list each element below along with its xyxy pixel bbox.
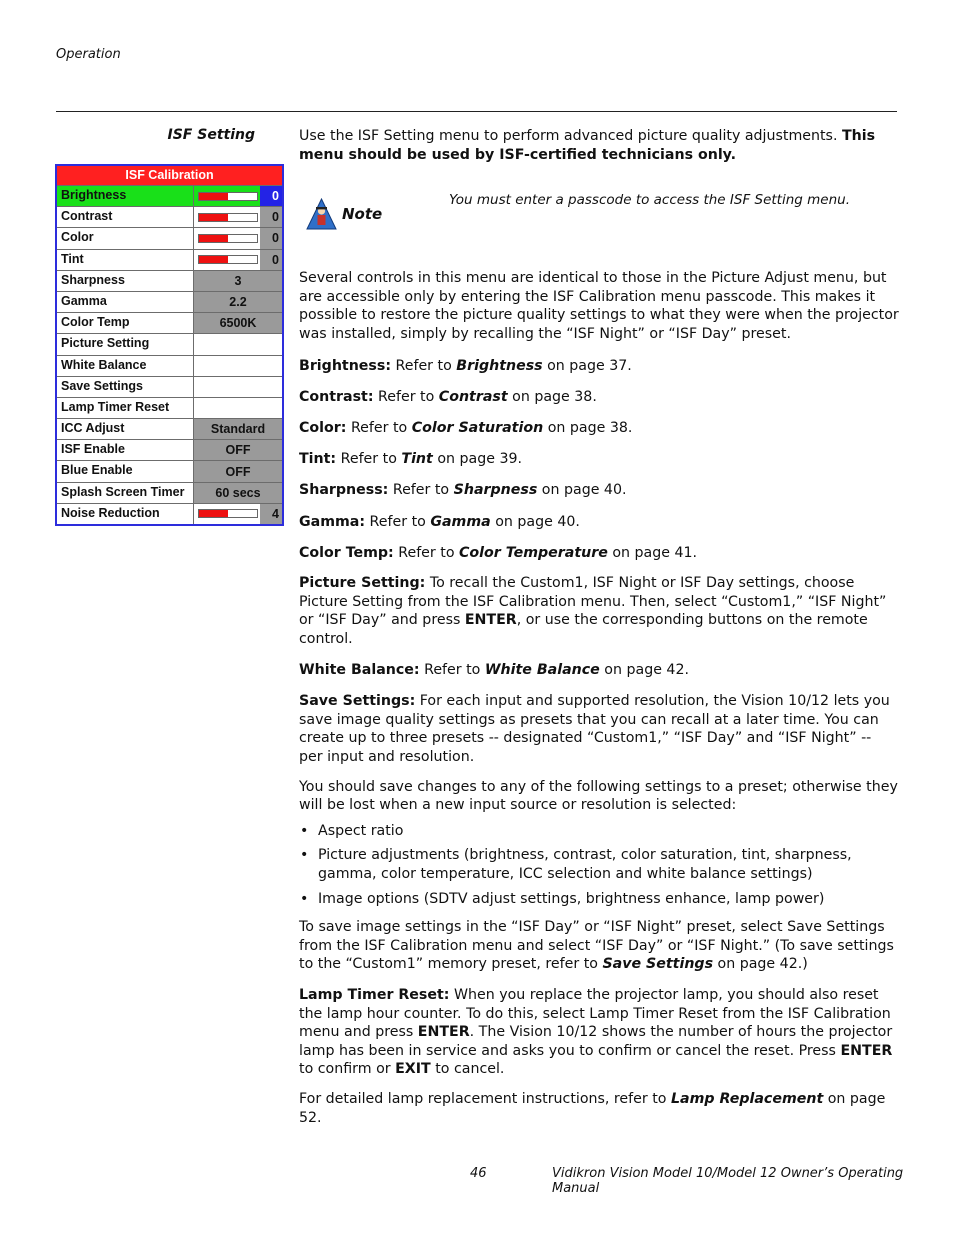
slider-fill <box>199 214 228 221</box>
menu-item-value <box>194 398 282 418</box>
menu-item-value <box>194 186 282 206</box>
slider-value: 0 <box>260 250 282 270</box>
section-title: ISF Setting <box>167 127 255 143</box>
menu-item-gamma[interactable] <box>57 291 282 312</box>
slider-fill <box>199 256 228 263</box>
running-header: Operation <box>56 47 121 62</box>
menu-item-label: White Balance <box>57 356 194 376</box>
menu-item-label: Contrast <box>57 207 194 227</box>
menu-item-splash-screen-timer[interactable] <box>57 482 282 503</box>
footer-title: Vidikron Vision Model 10/Model 12 Owner’s Operating Manual <box>552 1166 904 1196</box>
reference-list <box>299 357 899 563</box>
slider-bar[interactable] <box>198 234 258 243</box>
slider-value: 0 <box>260 228 282 248</box>
menu-item-label: Save Settings <box>57 377 194 397</box>
reference-item: Gamma: Refer to Gamma on page 40. <box>299 513 580 530</box>
reference-item: Sharpness: Refer to Sharpness on page 40. <box>299 482 627 499</box>
paragraph-save-howto: To save image settings in the “ISF Day” or “ISF Night” preset, select Save Settings from the ISF Calibration menu and select “ISF Day” or “ISF Night.” (To save settings to the “Custom1” memory preset, refer to Save Settings on page 42.) <box>299 919 894 973</box>
menu-item-value: OFF <box>194 461 282 481</box>
slider-bar[interactable] <box>198 255 258 264</box>
menu-item-value: OFF <box>194 440 282 460</box>
paragraph-overview: Several controls in this menu are identical to those in the Picture Adjust menu, but are accessible only by entering the ISF Calibration menu passcode. This makes it possible to restore the picture quality settings to what they were when the projector was installed, simply by recalling the “ISF Night” or “ISF Day” preset. <box>299 270 899 342</box>
reference-item: Tint: Refer to Tint on page 39. <box>299 451 523 468</box>
slider-value: 0 <box>260 207 282 227</box>
slider-value: 0 <box>260 186 282 206</box>
header-rule <box>56 111 897 112</box>
menu-item-value <box>194 250 282 270</box>
menu-item-brightness[interactable] <box>57 185 282 206</box>
menu-item-color-temp[interactable] <box>57 312 282 333</box>
menu-item-value <box>194 504 282 524</box>
menu-item-label: ICC Adjust <box>57 419 194 439</box>
menu-item-label: Blue Enable <box>57 461 194 481</box>
menu-item-white-balance[interactable] <box>57 355 282 376</box>
page-number: 46 <box>470 1166 487 1181</box>
menu-item-label: ISF Enable <box>57 440 194 460</box>
menu-title: ISF Calibration <box>57 164 282 185</box>
settings-bullet-list <box>299 822 899 908</box>
menu-item-value <box>194 207 282 227</box>
paragraph-save-settings: Save Settings: For each input and supported resolution, the Vision 10/12 lets you save image quality settings as presets that you can recall at a later time. You can create up to three presets -- designated “Custom1,” “ISF Day” and “ISF Night” -- per input and resolution. <box>299 693 890 766</box>
menu-item-label: Lamp Timer Reset <box>57 398 194 418</box>
paragraph-lamp-timer: Lamp Timer Reset: When you replace the projector lamp, you should also reset the lamp hour counter. To do this, select Lamp Timer Reset from the ISF Calibration menu and press ENTER. The Vision 10/12 shows the number of hours the projector lamp has been in service and asks you to confirm or cancel the reset. Press ENTER to confirm or EXIT to cancel. <box>299 986 893 1078</box>
menu-item-icc-adjust[interactable] <box>57 418 282 439</box>
menu-item-value: Standard <box>194 419 282 439</box>
slider-fill <box>199 235 228 242</box>
menu-item-save-settings[interactable] <box>57 376 282 397</box>
reference-item: Brightness: Refer to Brightness on page 37. <box>299 357 632 374</box>
paragraph-save-changes: You should save changes to any of the following settings to a preset; otherwise they will be lost when a new input source or resolution is selected: <box>299 778 898 814</box>
menu-item-picture-setting[interactable] <box>57 333 282 354</box>
reference-item: Color: Refer to Color Saturation on page 38. <box>299 419 633 436</box>
menu-item-contrast[interactable] <box>57 206 282 227</box>
list-item: • Image options (SDTV adjust settings, brightness enhance, lamp power) <box>299 890 899 909</box>
reference-item: Color Temp: Refer to Color Temperature on page 41. <box>299 544 698 561</box>
slider-bar[interactable] <box>198 213 258 222</box>
menu-item-label: Color Temp <box>57 313 194 333</box>
menu-item-label: Noise Reduction <box>57 504 194 524</box>
list-item: • Aspect ratio <box>299 822 899 841</box>
menu-item-label: Sharpness <box>57 271 194 291</box>
note-text: You must enter a passcode to access the ISF Setting menu. <box>449 192 850 208</box>
body-text <box>299 127 899 1127</box>
menu-item-color[interactable] <box>57 227 282 248</box>
menu-item-label: Splash Screen Timer <box>57 483 194 503</box>
menu-item-value <box>194 356 282 376</box>
note-label: Note <box>342 205 383 223</box>
menu-item-isf-enable[interactable] <box>57 439 282 460</box>
menu-item-label: Color <box>57 228 194 248</box>
menu-item-label: Gamma <box>57 292 194 312</box>
menu-item-value: 6500K <box>194 313 282 333</box>
paragraph-lamp-replacement: For detailed lamp replacement instructions, refer to Lamp Replacement on page 52. <box>299 1090 886 1126</box>
isf-calibration-menu <box>55 164 284 526</box>
slider-bar[interactable] <box>198 509 258 518</box>
slider-fill <box>199 193 228 200</box>
slider-value: 4 <box>260 504 282 524</box>
menu-item-value: 3 <box>194 271 282 291</box>
menu-item-label: Picture Setting <box>57 334 194 354</box>
menu-item-lamp-timer-reset[interactable] <box>57 397 282 418</box>
menu-item-blue-enable[interactable] <box>57 460 282 481</box>
menu-item-value: 60 secs <box>194 483 282 503</box>
menu-item-value <box>194 334 282 354</box>
menu-item-value <box>194 377 282 397</box>
paragraph-white-balance: White Balance: Refer to White Balance on page 42. <box>299 661 689 678</box>
intro-paragraph: Use the ISF Setting menu to perform advanced picture quality adjustments. This menu should be used by ISF-certified technicians only. <box>299 128 876 163</box>
menu-item-value: 2.2 <box>194 292 282 312</box>
menu-item-label: Tint <box>57 250 194 270</box>
menu-item-value <box>194 228 282 248</box>
menu-rows <box>57 185 282 524</box>
menu-item-sharpness[interactable] <box>57 270 282 291</box>
menu-item-label: Brightness <box>57 186 194 206</box>
slider-bar[interactable] <box>198 192 258 201</box>
menu-item-noise-reduction[interactable] <box>57 503 282 524</box>
list-item: • Picture adjustments (brightness, contrast, color saturation, tint, sharpness, gamma, color temperature, ICC selection and white balance settings) <box>299 846 899 883</box>
menu-item-tint[interactable] <box>57 249 282 270</box>
paragraph-picture-setting: Picture Setting: To recall the Custom1, ISF Night or ISF Day settings, choose Picture Setting from the ISF Calibration menu. Then, select “Custom1,” “ISF Night” or “ISF Day” and press ENTER, or use the corresponding buttons on the remote control. <box>299 575 887 648</box>
slider-fill <box>199 510 228 517</box>
note-icon <box>306 198 337 231</box>
reference-item: Contrast: Refer to Contrast on page 38. <box>299 388 597 405</box>
